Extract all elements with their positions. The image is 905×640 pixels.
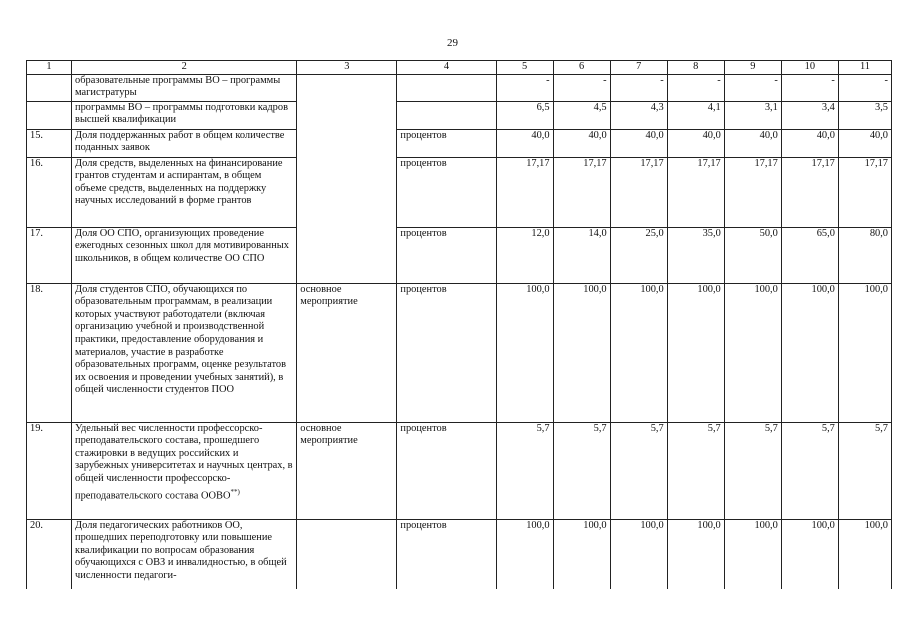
value-cell: - [553,74,610,101]
value-cell: 5,7 [724,422,781,519]
table-row [27,157,892,227]
activity-cell [297,519,397,589]
row-number: 19. [27,422,72,519]
row-number: 18. [27,283,72,422]
value-cell: 17,17 [610,157,667,227]
indicator-name [72,422,297,519]
value-cell: - [781,74,838,101]
value-cell: 40,0 [610,129,667,157]
unit-cell: процентов [397,519,496,589]
value-cell: 100,0 [610,519,667,589]
value-cell: 4,1 [667,101,724,129]
value-cell: 17,17 [781,157,838,227]
value-cell: 3,4 [781,101,838,129]
unit-cell [397,101,496,129]
unit-cell: процентов [397,129,496,157]
table-row [27,422,892,519]
value-cell: 5,7 [610,422,667,519]
indicator-name: Доля средств, выделенных на финансирование грантов студентам и аспирантам, в общем объеме средств, выделенных на поддержку научных исследований в форме грантов [72,157,297,227]
value-cell: - [496,74,553,101]
value-cell: 40,0 [553,129,610,157]
value-cell: 5,7 [553,422,610,519]
table-row [27,283,892,422]
value-cell: 100,0 [610,283,667,422]
unit-cell [397,74,496,101]
indicator-name: Доля поддержанных работ в общем количестве поданных заявок [72,129,297,157]
unit-cell: процентов [397,422,496,519]
row-number: 16. [27,157,72,227]
value-cell: 17,17 [838,157,891,227]
header-cell: 9 [724,61,781,75]
value-cell: 80,0 [838,227,891,283]
value-cell: 40,0 [496,129,553,157]
table-row [27,129,892,157]
header-cell: 2 [72,61,297,75]
value-cell: 40,0 [781,129,838,157]
value-cell: 17,17 [724,157,781,227]
value-cell: 100,0 [724,519,781,589]
header-cell: 6 [553,61,610,75]
table-row [27,74,892,101]
value-cell: 5,7 [667,422,724,519]
row-number [27,101,72,129]
value-cell: 100,0 [496,283,553,422]
value-cell: 17,17 [496,157,553,227]
value-cell: 40,0 [667,129,724,157]
activity-cell: основное мероприятие [297,283,397,422]
value-cell: - [838,74,891,101]
value-cell: 25,0 [610,227,667,283]
value-cell: 12,0 [496,227,553,283]
page-number: 29 [447,37,458,49]
value-cell: 100,0 [724,283,781,422]
table-row [27,101,892,129]
value-cell: 5,7 [781,422,838,519]
value-cell: 65,0 [781,227,838,283]
value-cell: 5,7 [838,422,891,519]
value-cell: 17,17 [553,157,610,227]
value-cell: 4,3 [610,101,667,129]
value-cell: 100,0 [781,283,838,422]
value-cell: 100,0 [553,519,610,589]
indicator-name-text: Удельный вес численности профессорско-преподавательского состава, прошедшего стажировки в ведущих российских и зарубежных университетах и научных центрах, в общей численности профессорско-преподавательского состава ООВО [75,422,293,502]
header-cell: 5 [496,61,553,75]
value-cell: 100,0 [553,283,610,422]
value-cell: - [610,74,667,101]
indicator-name: Доля педагогических работников ОО, прошедших переподготовку или повышение квалификации по вопросам образования обучающихся с ОВЗ и инвалидностью, в общей численности педагоги- [72,519,297,589]
header-cell: 7 [610,61,667,75]
header-cell: 8 [667,61,724,75]
value-cell: 100,0 [667,283,724,422]
value-cell: 50,0 [724,227,781,283]
unit-cell: процентов [397,227,496,283]
unit-cell: процентов [397,283,496,422]
indicator-name: образовательные программы ВО – программы магистратуры [72,74,297,101]
table-row [27,227,892,283]
unit-cell: процентов [397,157,496,227]
footnote-marker: **) [230,487,240,496]
header-cell: 3 [297,61,397,75]
indicator-name: Доля студентов СПО, обучающихся по образовательным программам, в реализации которых участвуют работодатели (включая организацию учебной и производственной практики, предоставление оборудования и материалов, участие в разработке образовательных программ, оценке результатов их освоения и проведении учебных занятий), в общей численности студентов ПОО [72,283,297,422]
value-cell: 35,0 [667,227,724,283]
value-cell: 3,5 [838,101,891,129]
header-cell: 10 [781,61,838,75]
value-cell: 4,5 [553,101,610,129]
value-cell: 100,0 [838,283,891,422]
row-number: 20. [27,519,72,589]
value-cell: 17,17 [667,157,724,227]
header-cell: 11 [838,61,891,75]
value-cell: - [667,74,724,101]
value-cell: 5,7 [496,422,553,519]
value-cell: 6,5 [496,101,553,129]
indicator-name: программы ВО – программы подготовки кадров высшей квалификации [72,101,297,129]
value-cell: 3,1 [724,101,781,129]
header-row [27,61,892,75]
row-number: 17. [27,227,72,283]
value-cell: 14,0 [553,227,610,283]
row-number [27,74,72,101]
indicators-table [26,60,892,589]
value-cell: 40,0 [724,129,781,157]
table-row [27,519,892,589]
value-cell: - [724,74,781,101]
value-cell: 100,0 [667,519,724,589]
indicator-name: Доля ОО СПО, организующих проведение ежегодных сезонных школ для мотивированных школьников, в общем количестве ОО СПО [72,227,297,283]
header-cell: 1 [27,61,72,75]
activity-cell [297,74,397,283]
row-number: 15. [27,129,72,157]
value-cell: 100,0 [838,519,891,589]
value-cell: 100,0 [781,519,838,589]
header-cell: 4 [397,61,496,75]
value-cell: 100,0 [496,519,553,589]
value-cell: 40,0 [838,129,891,157]
activity-cell: основное мероприятие [297,422,397,519]
